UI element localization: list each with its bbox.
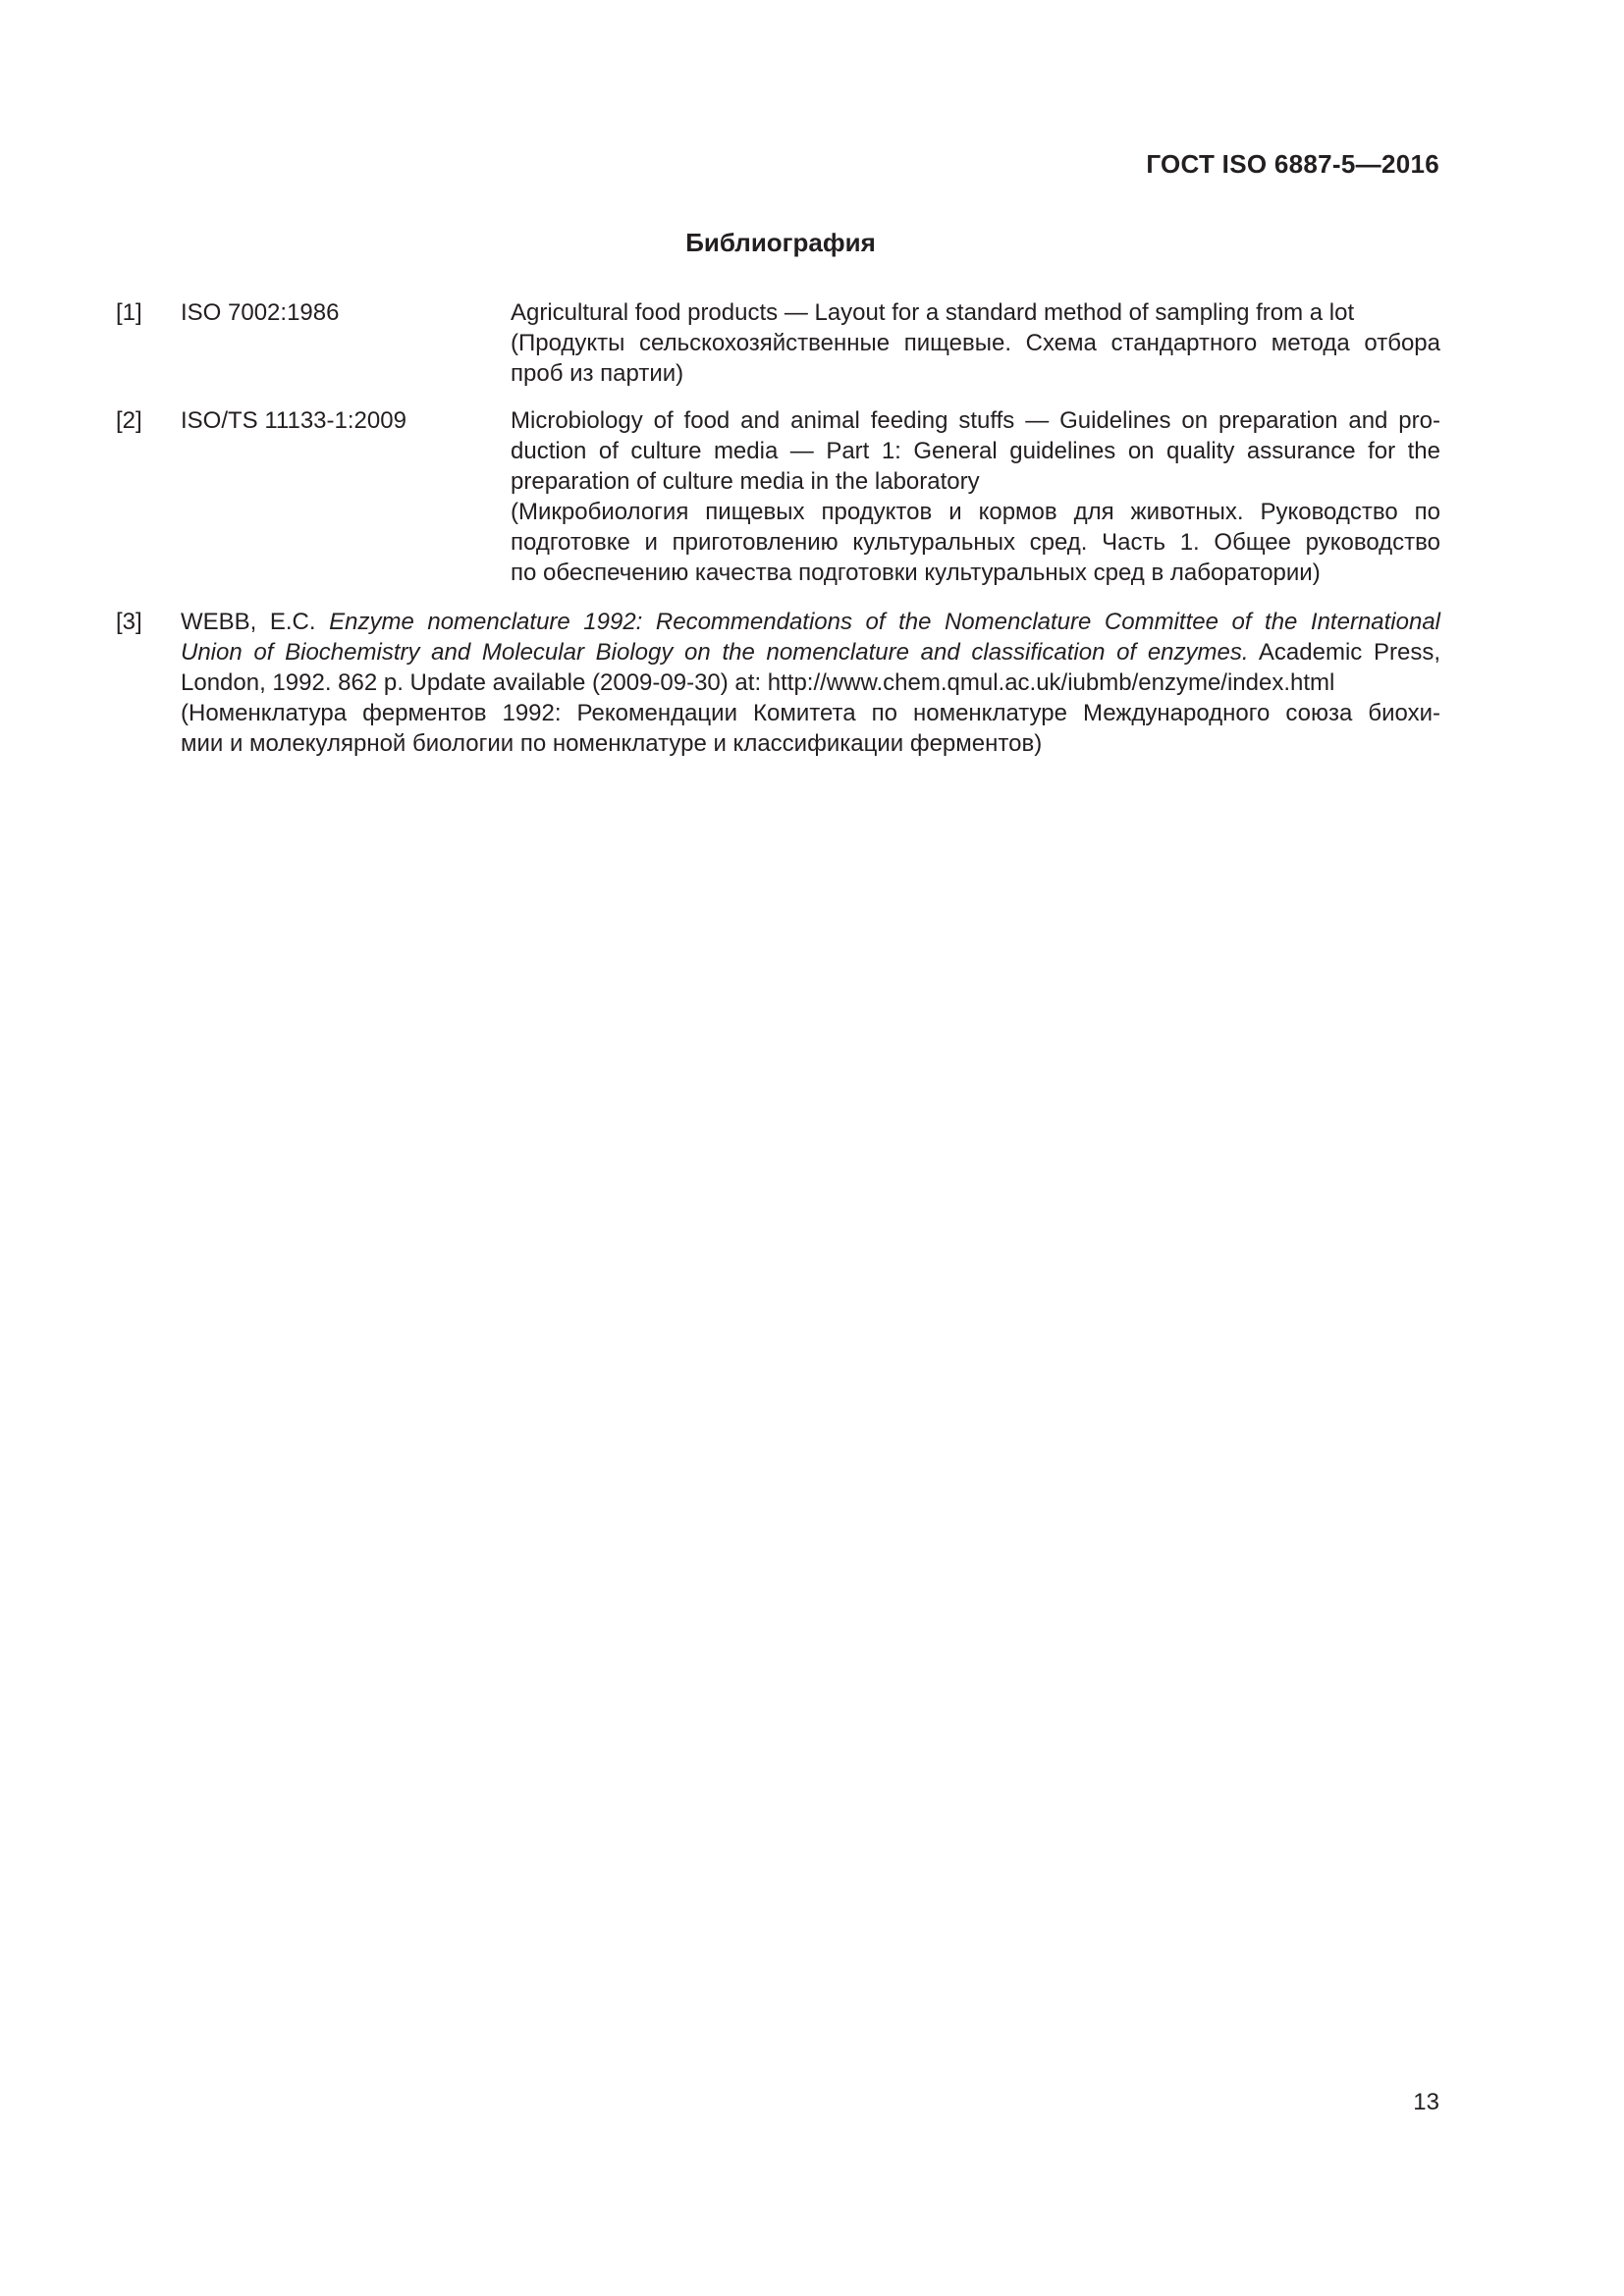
reference-title-ru-line: мии и молекулярной биологии по номенклатуре и классификации ферментов)	[181, 730, 1043, 757]
bibliography-entry-3	[116, 607, 1440, 764]
reference-number: [1]	[116, 299, 142, 326]
reference-code: ISO 7002:1986	[181, 299, 340, 326]
reference-description	[511, 297, 1440, 389]
reference-title-ru-line: (Номенклатура ферментов 1992: Рекомендации Комитета по номенклатуре Международного союза биохи-	[181, 700, 1440, 726]
section-title-bibliography: Библиография	[685, 228, 876, 257]
reference-author: WEBB, E.C.	[181, 609, 316, 635]
reference-title-ru-line: проб из партии)	[511, 360, 684, 387]
page-number: 13	[1413, 2089, 1439, 2115]
reference-number: [3]	[116, 609, 142, 635]
reference-title-en-line: duction of culture media — Part 1: General guidelines on quality assurance for the	[511, 438, 1440, 464]
reference-publisher: Academic Press,	[1258, 639, 1440, 666]
reference-title-en: Agricultural food products — Layout for a standard method of sampling from a lot	[511, 299, 1355, 326]
reference-title-en-line: preparation of culture media in the laboratory	[511, 468, 980, 495]
reference-citation-line	[181, 607, 1440, 637]
bibliography-entry-1	[116, 297, 1440, 391]
reference-description	[511, 405, 1440, 588]
reference-publication-line: London, 1992. 862 p. Update available (2009-09-30) at: http://www.chem.qmul.ac.uk/iubmb/enzyme/index.html	[181, 669, 1335, 696]
reference-number: [2]	[116, 407, 142, 434]
bibliography-entry-2	[116, 405, 1440, 592]
reference-description	[181, 607, 1440, 759]
standard-header: ГОСТ ISO 6887-5—2016	[1146, 149, 1439, 179]
reference-title-ru-line: подготовке и приготовлению культуральных сред. Часть 1. Общее руководство	[511, 529, 1440, 556]
reference-title-en-line: Microbiology of food and animal feeding stuffs — Guidelines on preparation and pro-	[511, 407, 1440, 434]
reference-title-italic: Enzyme nomenclature 1992: Recommendations of the Nomenclature Committee of the International	[329, 609, 1441, 635]
reference-title-italic: Union of Biochemistry and Molecular Biology on the nomenclature and classification of enzymes.	[181, 639, 1249, 666]
reference-citation-line	[181, 637, 1440, 667]
reference-code: ISO/TS 11133-1:2009	[181, 407, 406, 434]
reference-title-ru-line: (Микробиология пищевых продуктов и кормов для животных. Руководство по	[511, 499, 1440, 525]
reference-title-ru-line: по обеспечению качества подготовки культуральных сред в лаборатории)	[511, 560, 1321, 586]
reference-title-ru-line: (Продукты сельскохозяйственные пищевые. Схема стандартного метода отбора	[511, 330, 1440, 356]
